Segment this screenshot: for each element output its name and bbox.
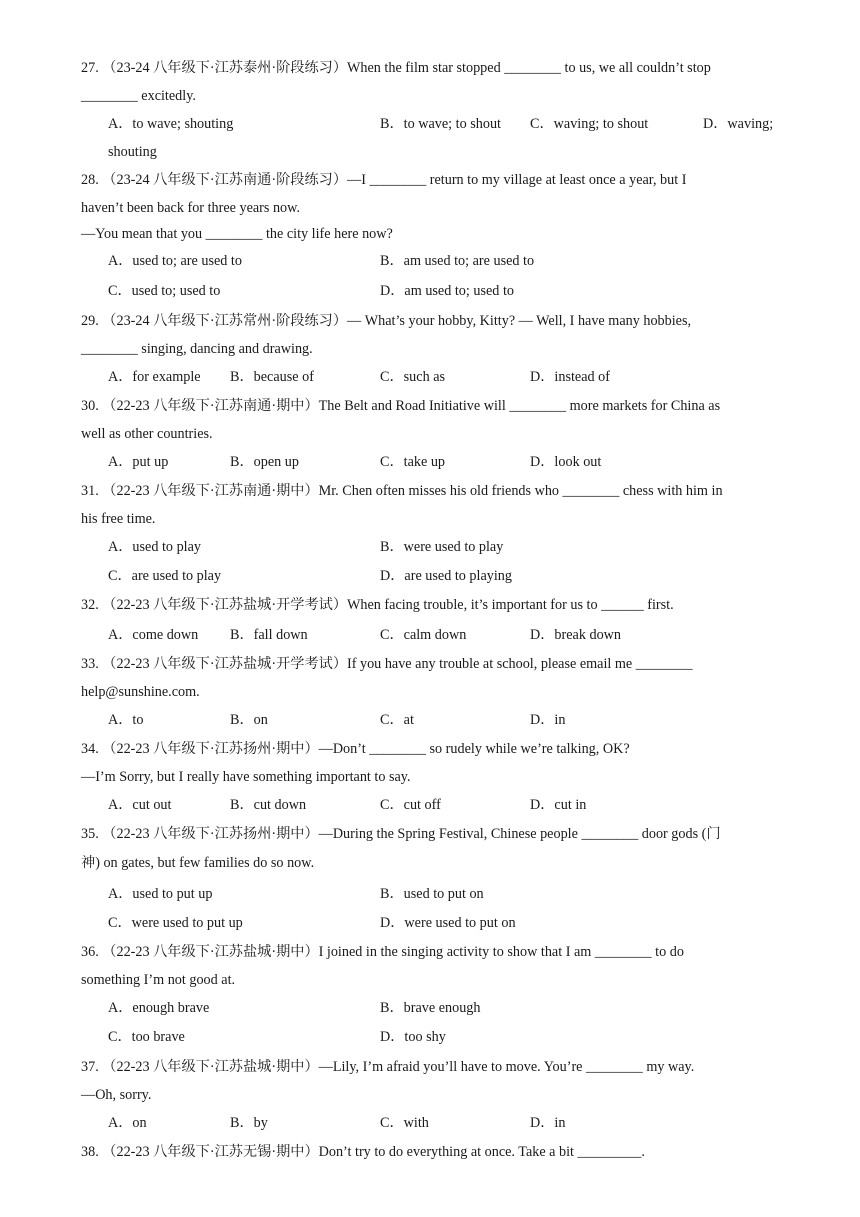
question-27-options [108,114,800,134]
question-36-options-row2 [108,1027,800,1047]
question-30-options [108,452,800,472]
question-36-stem: 36. （22-23 八年级下·江苏盐城·期中）I joined in the singing activity to show that I am ________ to do [81,944,684,960]
question-35-options-row1 [108,884,800,904]
option-c[interactable]: C．take up [380,454,446,470]
question-28-stem-cont: haven’t been back for three years now. [81,200,301,216]
option-b[interactable]: B．by [230,1115,268,1131]
question-28-stem-cont2: —You mean that you ________ the city life here now? [81,226,393,242]
question-32-stem: 32. （22-23 八年级下·江苏盐城·开学考试）When facing trouble, it’s important for us to ______ first. [81,597,674,613]
question-29-options [108,367,800,387]
question-35-stem-cont: 神) on gates, but few families do so now. [81,855,315,871]
option-a[interactable]: A．enough brave [108,1000,210,1016]
option-b[interactable]: B．fall down [230,627,308,643]
question-29-stem: 29. （23-24 八年级下·江苏常州·阶段练习）— What’s your hobby, Kitty? — Well, I have many hobbies, [81,313,692,329]
question-32-options [108,625,800,645]
question-27-stem: 27. （23-24 八年级下·江苏泰州·阶段练习）When the film star stopped ________ to us, we all couldn’t stop [81,60,711,76]
option-a[interactable]: A．used to play [108,539,201,555]
option-d[interactable]: D．am used to; used to [380,283,514,299]
option-a[interactable]: A．cut out [108,797,172,813]
question-28-options-row1 [108,251,800,271]
option-c[interactable]: C．such as [380,369,446,385]
option-c[interactable]: C．at [380,712,414,728]
option-b[interactable]: B．open up [230,454,299,470]
question-31-stem: 31. （22-23 八年级下·江苏南通·期中）Mr. Chen often misses his old friends who ________ chess with him in [81,483,723,499]
option-d[interactable]: D．look out [530,454,602,470]
question-34-stem: 34. （22-23 八年级下·江苏扬州·期中）—Don’t ________ so rudely while we’re talking, OK? [81,741,630,757]
question-30-stem-cont: well as other countries. [81,426,213,442]
option-a[interactable]: A．to [108,712,144,728]
question-29-stem-cont: ________ singing, dancing and drawing. [81,341,313,357]
option-c[interactable]: C．calm down [380,627,467,643]
option-c[interactable]: C．were used to put up [108,915,243,931]
option-d[interactable]: D．are used to playing [380,568,512,584]
option-c[interactable]: C．cut off [380,797,441,813]
question-37-options [108,1113,800,1133]
question-34-options [108,795,800,815]
question-38-stem: 38. （22-23 八年级下·江苏无锡·期中）Don’t try to do everything at once. Take a bit _________. [81,1144,645,1160]
option-b[interactable]: B．to wave; to shout [380,116,501,132]
option-d[interactable]: D．were used to put on [380,915,516,931]
option-a[interactable]: A．put up [108,454,169,470]
option-d[interactable]: D．in [530,712,566,728]
option-a[interactable]: A．used to; are used to [108,253,242,269]
question-35-options-row2 [108,913,800,933]
question-30-stem: 30. （22-23 八年级下·江苏南通·期中）The Belt and Road Initiative will ________ more markets for China as [81,398,721,414]
option-d-cont: shouting [108,144,157,160]
option-c[interactable]: C．with [380,1115,429,1131]
question-33-options [108,710,800,730]
question-36-options-row1 [108,998,800,1018]
option-c[interactable]: C．waving; to shout [530,116,649,132]
question-31-options-row1 [108,537,800,557]
option-b[interactable]: B．were used to play [380,539,504,555]
option-c[interactable]: C．used to; used to [108,283,221,299]
option-a[interactable]: A．for example [108,369,201,385]
question-31-stem-cont: his free time. [81,511,156,527]
option-c[interactable]: C．are used to play [108,568,222,584]
option-d[interactable]: D．in [530,1115,566,1131]
option-a[interactable]: A．come down [108,627,199,643]
option-a[interactable]: A．to wave; shouting [108,116,234,132]
option-d[interactable]: D．waving; [703,116,774,132]
option-d[interactable]: D．cut in [530,797,587,813]
question-37-stem-cont: —Oh, sorry. [81,1087,152,1103]
question-31-options-row2 [108,566,800,586]
option-d[interactable]: D．too shy [380,1029,446,1045]
option-c[interactable]: C．too brave [108,1029,185,1045]
question-27-options-wrap [108,142,800,162]
option-b[interactable]: B．used to put on [380,886,484,902]
question-33-stem: 33. （22-23 八年级下·江苏盐城·开学考试）If you have any trouble at school, please email me ________ [81,656,693,672]
option-a[interactable]: A．used to put up [108,886,213,902]
question-36-stem-cont: something I’m not good at. [81,972,236,988]
option-d[interactable]: D．instead of [530,369,610,385]
question-28-options-row2 [108,281,800,301]
option-b[interactable]: B．because of [230,369,314,385]
question-27-stem-cont: ________ excitedly. [81,88,196,104]
question-35-stem: 35. （22-23 八年级下·江苏扬州·期中）—During the Spring Festival, Chinese people ________ door gods (门 [81,826,721,842]
question-37-stem: 37. （22-23 八年级下·江苏盐城·期中）—Lily, I’m afraid you’ll have to move. You’re ________ my way. [81,1059,695,1075]
question-28-stem: 28. （23-24 八年级下·江苏南通·阶段练习）—I ________ return to my village at least once a year, but I [81,172,687,188]
option-b[interactable]: B．cut down [230,797,307,813]
option-a[interactable]: A．on [108,1115,147,1131]
option-b[interactable]: B．on [230,712,268,728]
question-33-stem-cont: help@sunshine.com. [81,684,200,700]
question-34-stem-cont: —I’m Sorry, but I really have something important to say. [81,769,411,785]
option-b[interactable]: B．brave enough [380,1000,481,1016]
option-d[interactable]: D．break down [530,627,622,643]
option-b[interactable]: B．am used to; are used to [380,253,535,269]
